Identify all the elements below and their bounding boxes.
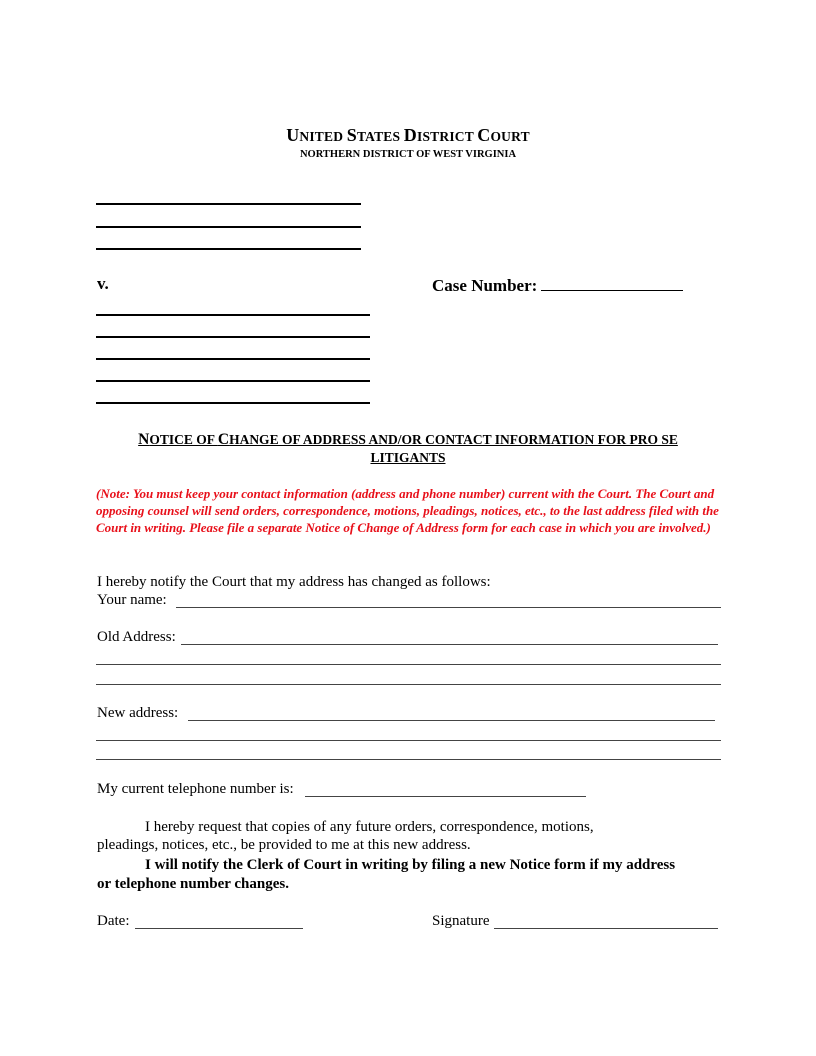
old-address-field-1[interactable] [181, 644, 718, 645]
defendant-line-2[interactable] [96, 336, 370, 338]
plaintiff-line-1[interactable] [96, 203, 361, 205]
notice-title: NOTICE OF CHANGE OF ADDRESS AND/OR CONTACT INFORMATION FOR PRO SE LITIGANTS [138, 431, 678, 465]
telephone-label: My current telephone number is: [97, 781, 294, 797]
case-number-label: Case Number: [432, 276, 538, 295]
commitment-text-line-1: I will notify the Clerk of Court in writing by filing a new Notice form if my address [145, 857, 676, 873]
new-address-field-3[interactable] [96, 759, 721, 760]
district-name: NORTHERN DISTRICT OF WEST VIRGINIA [299, 149, 517, 160]
case-number-field[interactable] [432, 274, 683, 296]
case-number-blank[interactable] [541, 274, 683, 291]
date-label: Date: [97, 913, 130, 929]
versus-label: v. [97, 274, 109, 293]
contact-info-note: (Note: You must keep your contact information (address and phone number) current with the Court. The Court and opposing counsel will send orders, correspondence, motions, pleadings, notices, etc., to the last address filed with the Court in writing. Please file a separate Notice of Change of Address form for each case in which you are involved.) [96, 486, 719, 535]
signature-field[interactable] [494, 928, 718, 929]
commitment-text-line-2: or telephone number changes. [97, 876, 289, 892]
date-field[interactable] [135, 928, 303, 929]
request-text-line-1: I hereby request that copies of any future orders, correspondence, motions, [145, 819, 594, 835]
defendant-line-5[interactable] [96, 402, 370, 404]
old-address-field-3[interactable] [96, 684, 721, 685]
new-address-label: New address: [97, 705, 179, 721]
old-address-label: Old Address: [97, 629, 176, 645]
your-name-label: Your name: [97, 592, 167, 608]
court-title: UNITED STATES DISTRICT COURT [286, 125, 530, 145]
your-name-field[interactable] [176, 607, 721, 608]
request-text-line-2: pleadings, notices, etc., be provided to me at this new address. [97, 837, 471, 853]
plaintiff-line-2[interactable] [96, 226, 361, 228]
intro-text: I hereby notify the Court that my address has changed as follows: [97, 574, 491, 590]
signature-label: Signature [432, 913, 490, 929]
new-address-field-1[interactable] [188, 720, 715, 721]
telephone-field[interactable] [305, 796, 586, 797]
defendant-line-1[interactable] [96, 314, 370, 316]
new-address-field-2[interactable] [96, 740, 721, 741]
old-address-field-2[interactable] [96, 664, 721, 665]
defendant-line-4[interactable] [96, 380, 370, 382]
plaintiff-line-3[interactable] [96, 248, 361, 250]
defendant-line-3[interactable] [96, 358, 370, 360]
